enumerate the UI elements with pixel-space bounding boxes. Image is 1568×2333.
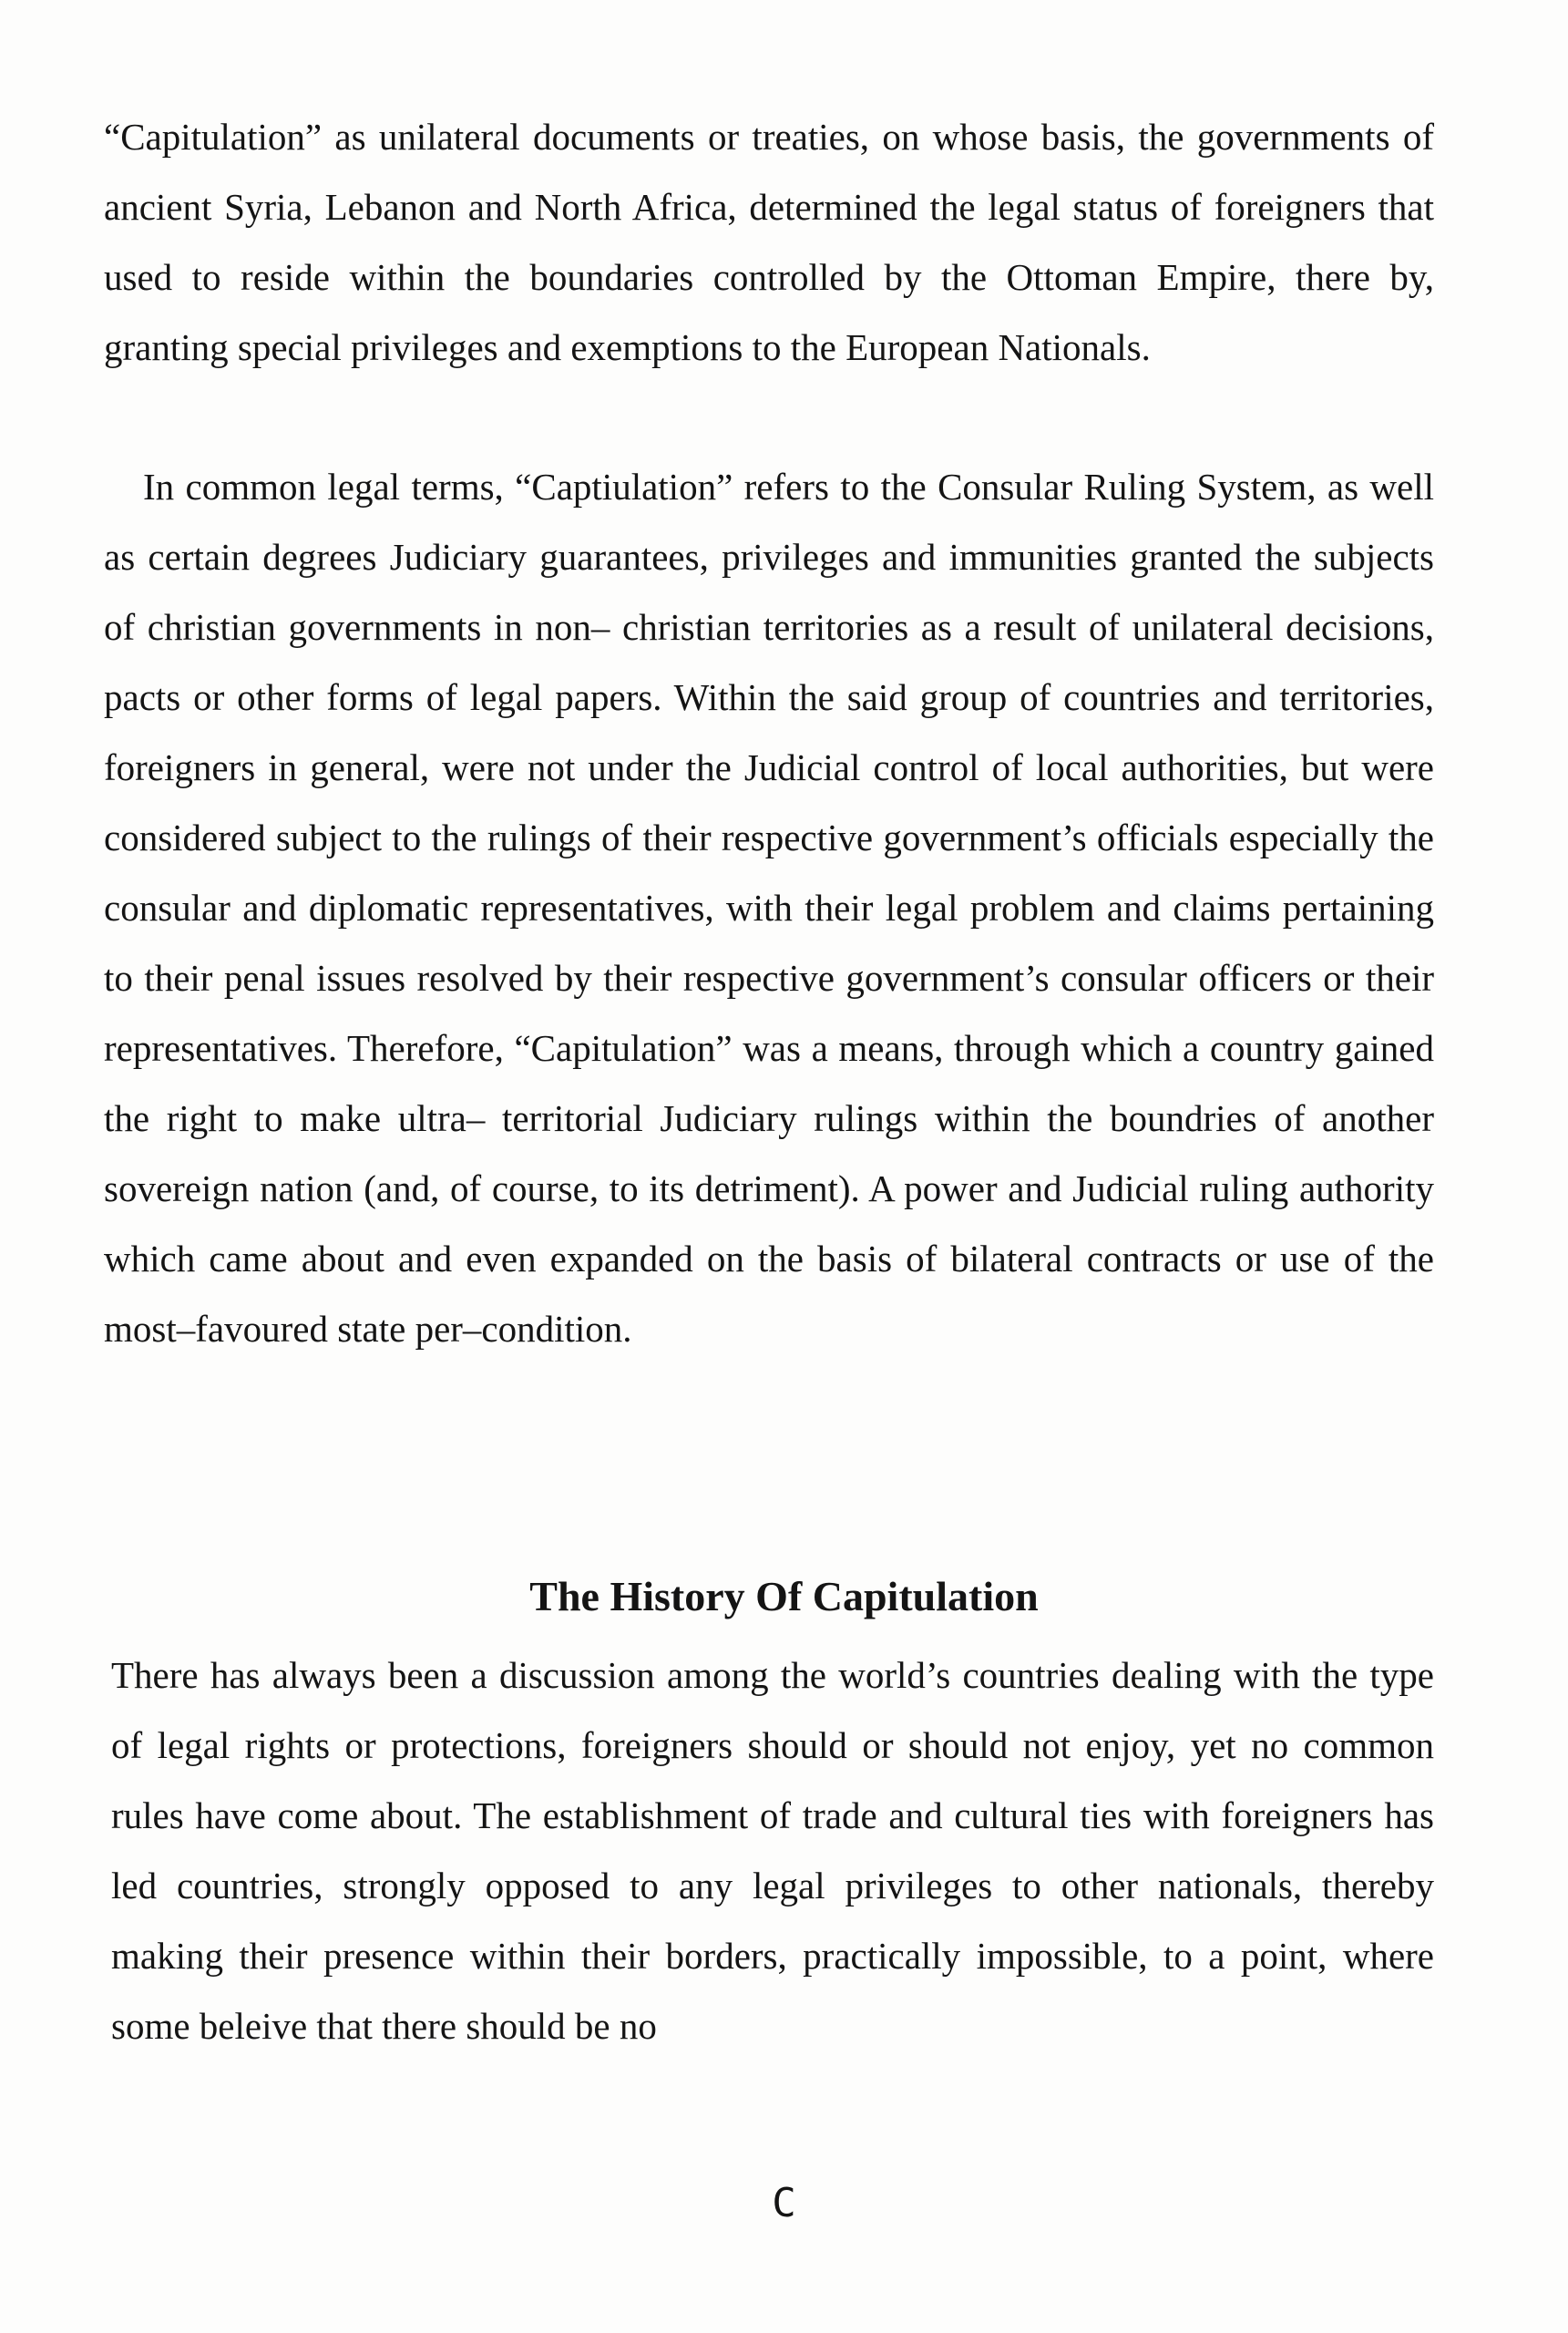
- paragraph-capitulation-definition: [104, 102, 1434, 383]
- paragraph-history: [111, 1640, 1434, 2061]
- section-heading: The History Of Capitulation: [529, 1573, 1039, 1619]
- page-number: C: [772, 2180, 796, 2226]
- paragraph-text: In common legal terms, “Captiulation” refers to the Consular Ruling System, as well as certain degrees Judiciary guarantees, privileges and immunities granted the subjects of christian governments in non– christian territories as a result of unilateral decisions, pacts or other forms of legal papers. Within the said group of countries and territories, foreigners in general, were not under the Judicial control of local authorities, but were considered subject to the rulings of their respective government’s officials especially the consular and diplomatic representatives, with their legal problem and claims pertaining to their penal issues resolved by their respective government’s consular officers or their representatives. Therefore, “Capitulation” was a means, through which a country gained the right to make ultra– territorial Judiciary rulings within the boundries of another sovereign nation (and, of course, to its detriment). A power and Judicial ruling authority which came about and even expanded on the basis of bilateral contracts or use of the most–favoured state per–condition.: [104, 466, 1434, 1350]
- paragraph-text: “Capitulation” as unilateral documents or treaties, on whose basis, the governments of ancient Syria, Lebanon and North Africa, determined the legal status of foreigners that used to reside within the boundaries controlled by the Ottoman Empire, there by, granting special privileges and exemptions to the European Nationals.: [104, 116, 1434, 368]
- paragraph-legal-terms: [104, 452, 1434, 1364]
- paragraph-text: There has always been a discussion among the world’s countries dealing with the type of legal rights or protections, foreigners should or should not enjoy, yet no common rules have come about. The establishment of trade and cultural ties with foreigners has led countries, strongly opposed to any legal privileges to other nationals, thereby making their presence within their borders, practically impossible, to a point, where some beleive that there should be no: [111, 1654, 1434, 2047]
